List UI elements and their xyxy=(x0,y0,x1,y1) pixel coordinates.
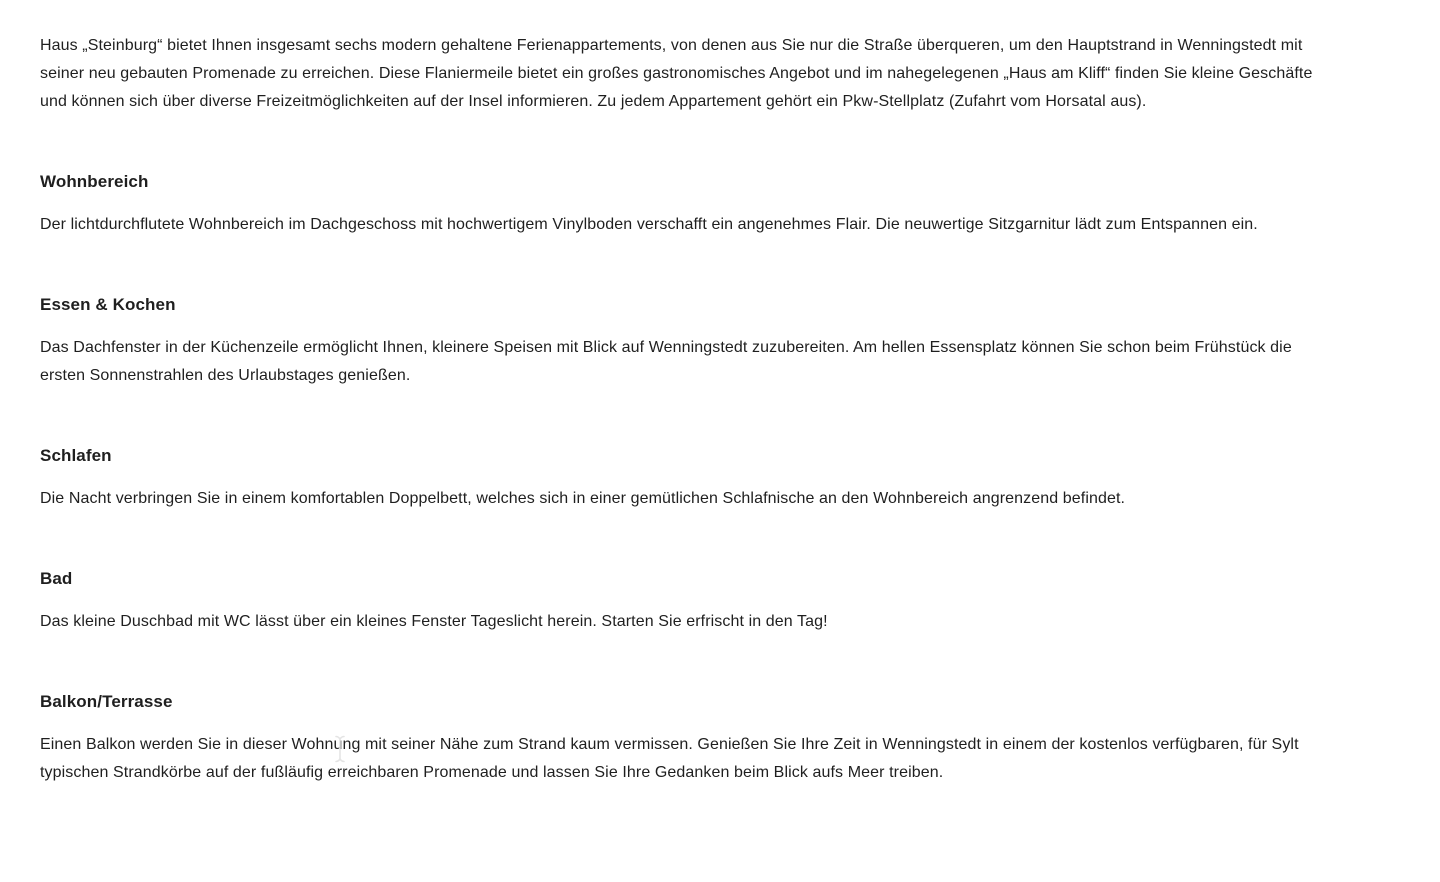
section-essen-kochen xyxy=(40,291,1326,390)
section-balkon-terrasse xyxy=(40,688,1326,787)
section-wohnbereich xyxy=(40,168,1326,239)
section-paragraph: Der lichtdurchflutete Wohnbereich im Dachgeschoss mit hochwertigem Vinylboden verschafft ein angenehmes Flair. Die neuwertige Sitzgarnitur lädt zum Entspannen ein. xyxy=(40,216,1258,233)
section-paragraph: Die Nacht verbringen Sie in einem komfortablen Doppelbett, welches sich in einer gemütlichen Schlafnische an den Wohnbereich angrenzend befindet. xyxy=(40,490,1126,507)
section-schlafen xyxy=(40,442,1326,513)
section-heading: Wohnbereich xyxy=(40,172,149,191)
section-paragraph: Das kleine Duschbad mit WC lässt über ein kleines Fenster Tageslicht herein. Starten Sie erfrischt in den Tag! xyxy=(40,613,828,630)
section-paragraph: Einen Balkon werden Sie in dieser Wohnung mit seiner Nähe zum Strand kaum vermissen. Genießen Sie Ihre Zeit in Wenningstedt in einem der kostenlos verfügbaren, für Sylt typischen Strandkörbe auf der fußläufig erreichbaren Promenade und lassen Sie Ihre Gedanken beim Blick aufs Meer treiben. xyxy=(40,736,1299,781)
section-heading: Bad xyxy=(40,569,73,588)
section-heading: Balkon/Terrasse xyxy=(40,692,173,711)
section-heading: Schlafen xyxy=(40,446,112,465)
section-paragraph: Das Dachfenster in der Küchenzeile ermöglicht Ihnen, kleinere Speisen mit Blick auf Wenningstedt zuzubereiten. Am hellen Essensplatz können Sie schon beim Frühstück die ersten Sonnenstrahlen des Urlaubstages genießen. xyxy=(40,339,1292,384)
intro-paragraph: Haus „Steinburg“ bietet Ihnen insgesamt sechs modern gehaltene Ferienappartements, von denen aus Sie nur die Straße überqueren, um den Hauptstrand in Wenningstedt mit seiner neu gebauten Promenade zu erreichen. Diese Flaniermeile bietet ein großes gastronomisches Angebot und im nahegelegenen „Haus am Kliff“ finden Sie kleine Geschäfte und können sich über diverse Freizeitmöglichkeiten auf der Insel informieren. Zu jedem Appartement gehört ein Pkw-Stellplatz (Zufahrt vom Horsatal aus). xyxy=(40,37,1313,110)
section-bad xyxy=(40,565,1326,636)
section-heading: Essen & Kochen xyxy=(40,295,176,314)
